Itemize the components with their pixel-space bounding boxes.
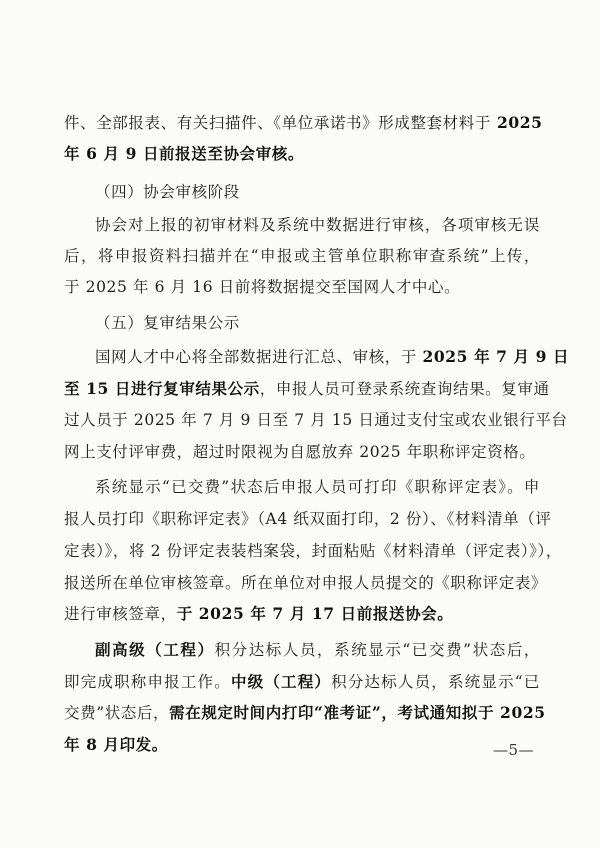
bold-text-span: 年 6 月 9 日前报送至协会审核。 [64,144,304,163]
text-line [95,346,570,368]
text-span: 定表）》，将 2 份评定表装档案袋，封面粘贴《材料清单（评定表）》）， [64,542,562,560]
text-span: 报送所在单位审核签章。所在单位对申报人员提交的《职称评定表》 [64,574,548,592]
text-span: 协会对上报的初审材料及系统中数据进行审核，各项审核无误 [95,216,540,234]
text-span: 进行审核签章， [64,605,177,623]
text-line [64,508,552,530]
text-line [64,572,548,594]
text-span: 积分达标人员，系统显示“已 [331,673,540,691]
text-line [64,409,568,431]
bold-text-span: 于 2025 年 7 月 17 日前报送协会。 [176,604,454,623]
text-line [95,181,540,203]
text-line [64,603,540,625]
text-span: 网上支付评审费，超过时限视为自愿放弃 2025 年职称评定资格。 [64,443,536,461]
text-line [64,276,540,298]
text-span: 报人员打印《职称评定表》（A4 纸双面打印，2 份）、《材料清单（评 [64,510,552,528]
text-span: （五）复审结果公示 [95,314,240,332]
bold-text-span: 2025 年 7 月 9 日 [422,347,570,366]
bold-text-span: 中级（工程） [230,672,332,691]
bold-text-span: 2025 [490,113,543,132]
text-line [64,143,540,165]
text-line [64,540,562,562]
text-span: 国网人才中心将全部数据进行汇总、审核，于 [95,348,423,366]
bold-text-span: 至 15 日进行复审结果公示 [64,379,260,398]
text-line [95,476,540,498]
text-line [64,702,546,724]
text-line [64,734,540,756]
text-span: 积分达标人员，系统显示“已交费”状态后， [214,641,541,659]
text-span: 于 2025 年 6 月 16 日前将数据提交至国网人才中心。 [64,278,461,296]
text-line [64,112,543,134]
text-span: 件、全部报表、有关扫描件、《单位承诺书》形成整套材料于 [64,114,491,132]
bold-text-span: 副高级（工程） [95,640,215,659]
text-span: 交费”状态后， [64,704,170,722]
text-line [64,671,540,693]
text-line [64,378,550,400]
text-span: （四）协会审核阶段 [95,183,240,201]
text-line [95,639,540,661]
text-line [64,441,540,463]
text-line [95,312,540,334]
text-span: 系统显示“已交费”状态后申报人员可打印《职称评定表》。申 [95,478,540,496]
bold-text-span: 年 8 月印发。 [64,735,168,754]
page-number: —5— [492,741,534,759]
text-line [64,245,540,267]
text-line [95,214,540,236]
text-span: 即完成职称申报工作。 [64,673,231,691]
text-span: ，申报人员可登录系统查询结果。复审通 [259,380,550,398]
text-span: 过人员于 2025 年 7 月 9 日至 7 月 15 日通过支付宝或农业银行平台 [64,411,568,429]
bold-text-span: 需在规定时间内打印“准考证”，考试通知拟于 2025 [169,703,546,722]
text-span: 后，将申报资料扫描并在“申报或主管单位职称审查系统”上传， [64,247,540,265]
